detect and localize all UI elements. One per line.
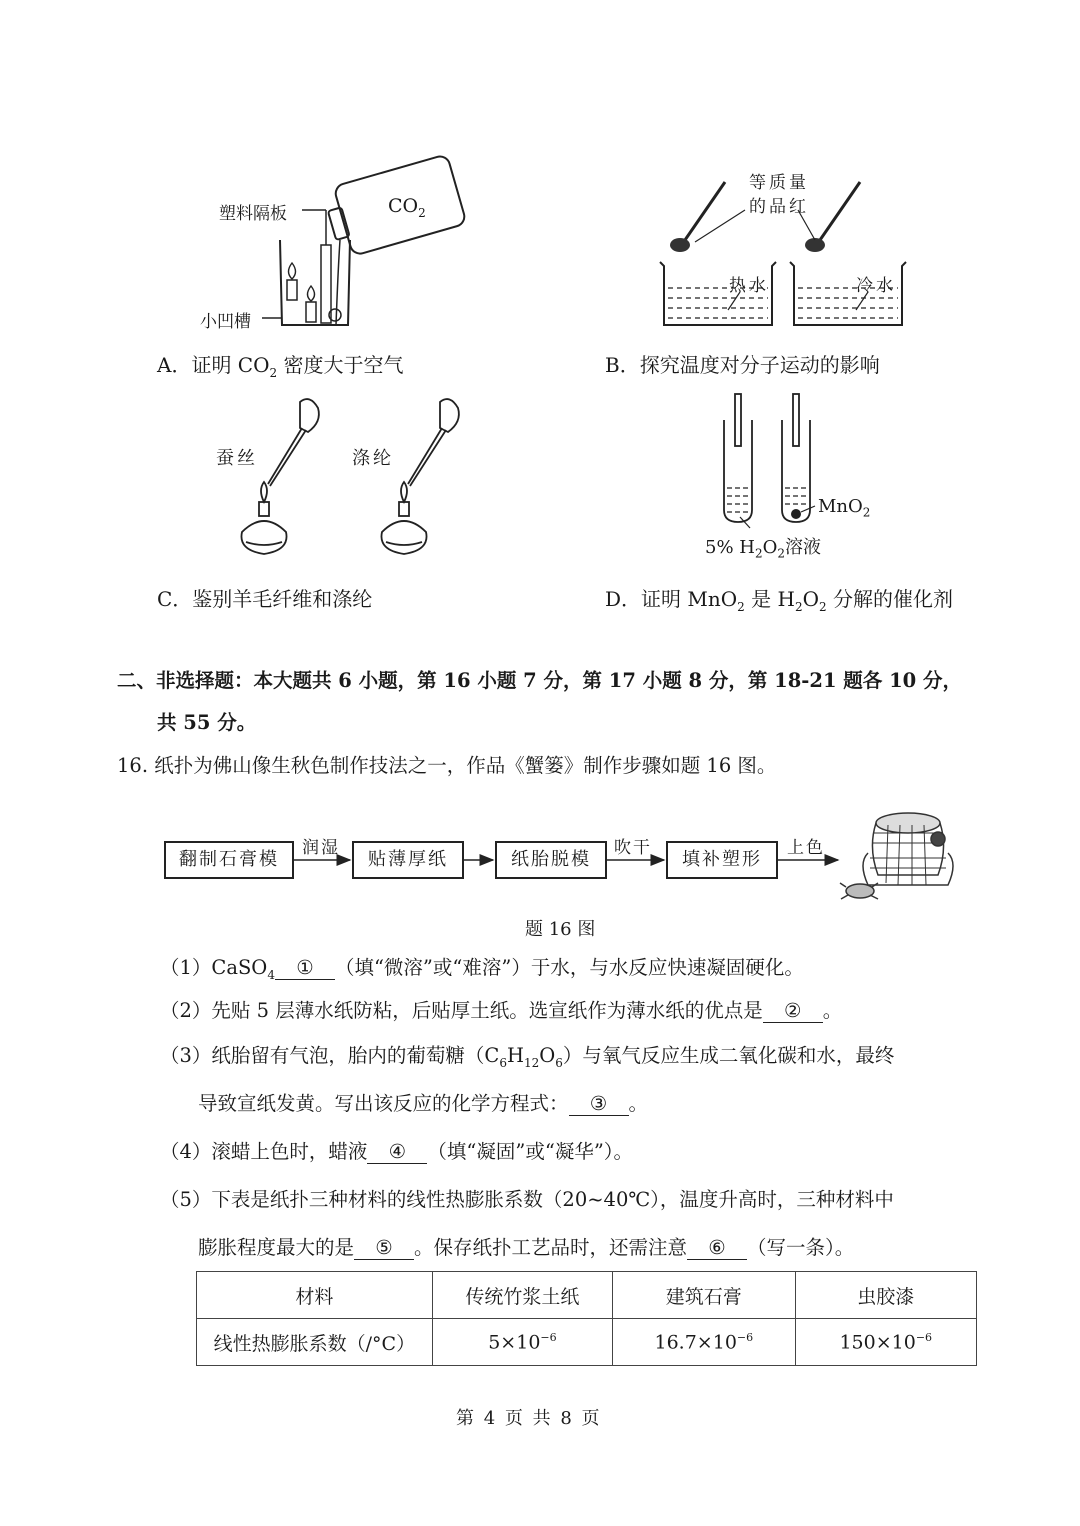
label-silk: 蚕丝 bbox=[216, 448, 258, 469]
q16-part-2: （2）先贴 5 层薄水纸防粘，后贴厚土纸。选宣纸作为薄水纸的优点是 ② 。 bbox=[160, 999, 843, 1022]
label-hot-water: 热水 bbox=[729, 276, 769, 296]
q16-part-5: （5）下表是纸扑三种材料的线性热膨胀系数（20~40℃），温度升高时，三种材料中 bbox=[160, 1188, 894, 1211]
flow-step-3: 纸胎脱模 bbox=[495, 841, 607, 879]
label-co2-jar: $CO_2$ bbox=[388, 195, 426, 220]
flow-arrow-label-1: 润湿 bbox=[302, 838, 340, 858]
section-heading-cont: 共 55 分。 bbox=[157, 711, 257, 734]
caption-figure-a: A．证明 $CO_2$ 密度大于空气 bbox=[157, 353, 404, 380]
label-plastic-partition: 塑料隔板 bbox=[219, 204, 287, 224]
table-cell: $150\times 10^{-6}$ bbox=[795, 1319, 976, 1366]
table-header-row bbox=[197, 1272, 977, 1319]
label-small-groove: 小凹槽 bbox=[200, 312, 251, 332]
q16-part-5-cont: 膨胀程度最大的是 ⑤ 。保存纸扑工艺品时，还需注意 ⑥ （写一条）。 bbox=[198, 1236, 855, 1259]
table-header-cell: 传统竹浆土纸 bbox=[432, 1272, 612, 1319]
answer-blank-3[interactable]: ③ bbox=[569, 1092, 629, 1116]
caption-figure-b: B．探究温度对分子运动的影响 bbox=[605, 353, 880, 377]
table-header-cell: 材料 bbox=[197, 1272, 433, 1319]
flow-arrow-label-3: 吹干 bbox=[614, 838, 652, 858]
label-h2o2-solution: 5% $H_2O_2$溶液 bbox=[705, 537, 822, 561]
page-footer: 第 4 页 共 8 页 bbox=[456, 1408, 602, 1429]
question-16-intro: 16. 纸扑为佛山像生秋色制作技法之一，作品《蟹篓》制作步骤如题 16 图。 bbox=[117, 754, 777, 777]
flow-step-2: 贴薄厚纸 bbox=[352, 841, 464, 879]
q16-part-1: （1）CaSO$_4$ ① （填“微溶”或“难溶”）于水，与水反应快速凝固硬化。 bbox=[160, 956, 804, 982]
q16-part-4: （4）滚蜡上色时，蜡液 ④ （填“凝固”或“凝华”）。 bbox=[160, 1140, 634, 1163]
question-16-parts bbox=[160, 0, 1060, 1300]
table-row-label: 线性热膨胀系数（/°C） bbox=[197, 1319, 433, 1366]
answer-blank-5[interactable]: ⑤ bbox=[354, 1236, 414, 1260]
q16-part-3: （3）纸胎留有气泡，胎内的葡萄糖$(C_6H_{12}O_6)$与氧气反应生成二氧化碳和水，最终 bbox=[160, 1044, 895, 1070]
thermal-expansion-table bbox=[196, 1271, 977, 1366]
flow-step-4: 填补塑形 bbox=[666, 841, 778, 879]
table-cell: $5\times 10^{-6}$ bbox=[432, 1319, 612, 1366]
label-polyester: 涤纶 bbox=[352, 448, 394, 469]
answer-blank-4[interactable]: ④ bbox=[367, 1140, 427, 1164]
answer-blank-1[interactable]: ① bbox=[275, 956, 335, 980]
answer-blank-6[interactable]: ⑥ bbox=[687, 1236, 747, 1260]
table-header-cell: 虫胶漆 bbox=[795, 1272, 976, 1319]
table-header-cell: 建筑石膏 bbox=[613, 1272, 795, 1319]
label-cold-water: 冷水 bbox=[856, 276, 896, 296]
label-mno2: MnO$_2$ bbox=[818, 496, 871, 520]
label-equal-mass: 等质量 bbox=[749, 173, 809, 193]
table-row bbox=[197, 1319, 977, 1366]
flow-step-1: 翻制石膏模 bbox=[164, 841, 294, 879]
figure-16-caption: 题 16 图 bbox=[525, 919, 596, 940]
table-cell: $16.7\times 10^{-6}$ bbox=[613, 1319, 795, 1366]
section-heading: 二、非选择题：本大题共 6 小题，第 16 小题 7 分，第 17 小题 8 分，第 18-21 题各 10 分， bbox=[117, 669, 963, 692]
caption-figure-d: D．证明 MnO$_2$ 是 $H_2O_2$ 分解的催化剂 bbox=[605, 587, 953, 614]
caption-figure-c: C．鉴别羊毛纤维和涤纶 bbox=[157, 587, 373, 611]
q16-part-3-cont: 导致宣纸发黄。写出该反应的化学方程式： ③ 。 bbox=[198, 1092, 649, 1115]
flow-arrow-label-4: 上色 bbox=[787, 838, 825, 858]
answer-blank-2[interactable]: ② bbox=[763, 999, 823, 1023]
label-magenta: 的品红 bbox=[749, 197, 809, 217]
